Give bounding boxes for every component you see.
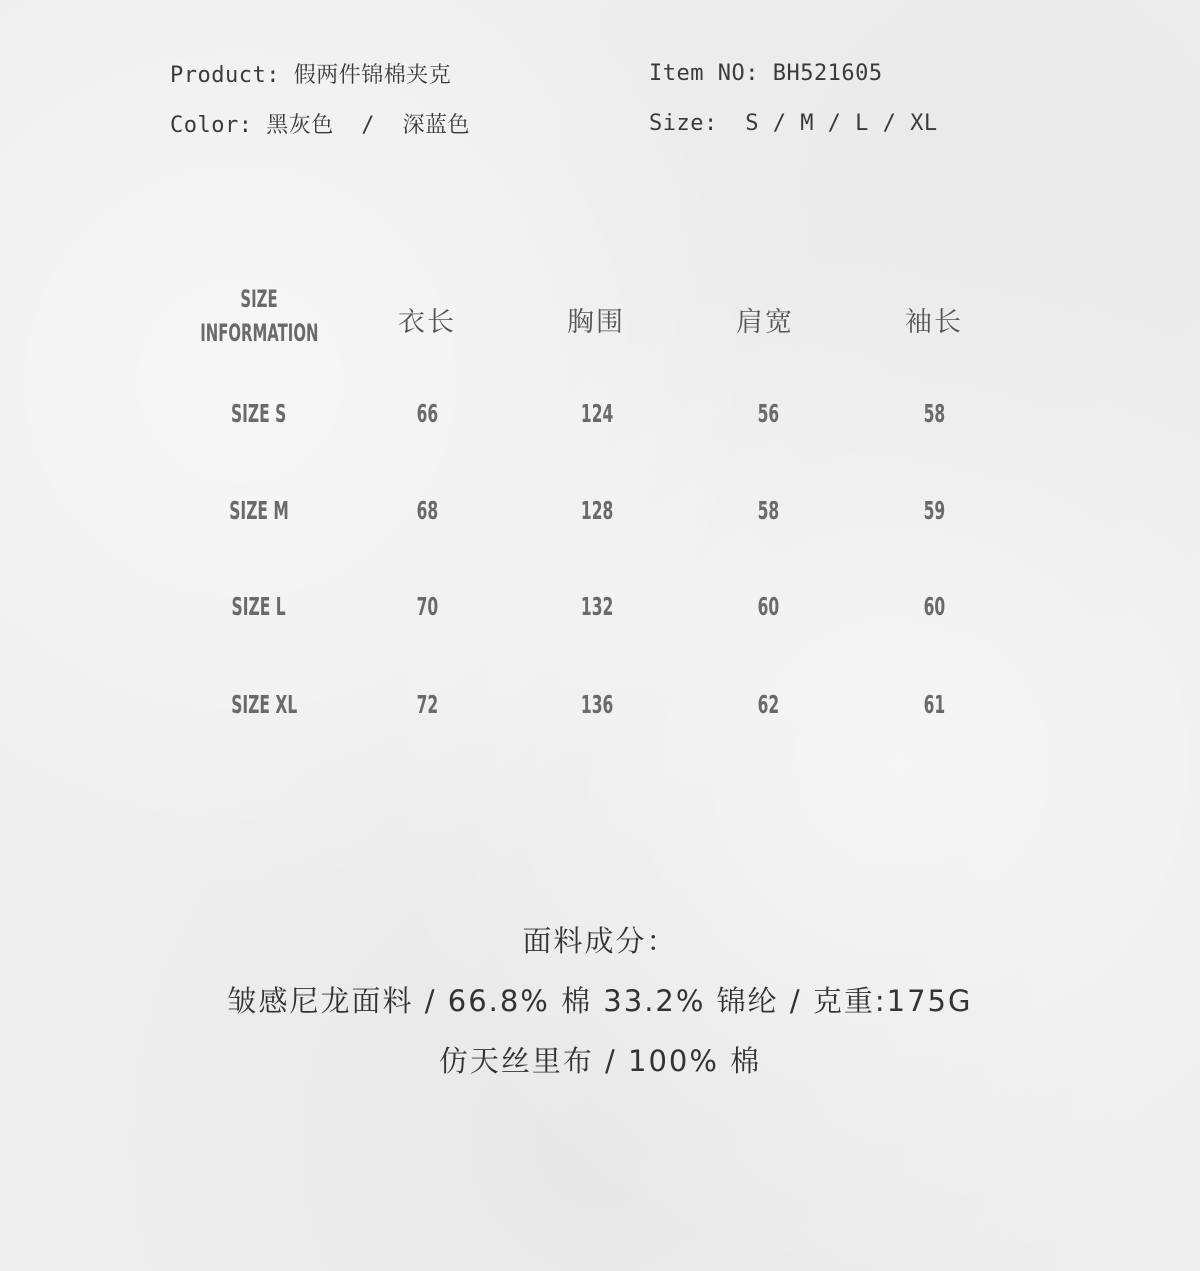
table-cell: 59: [923, 496, 945, 525]
column-header-chest: 胸围: [567, 307, 625, 338]
table-cell: 60: [757, 592, 779, 621]
information-label: INFORMATION: [199, 319, 319, 347]
size-label: SIZE: [240, 285, 278, 313]
item-number: Item NO: BH521605: [649, 61, 883, 86]
product-colors: Color: 黑灰色 / 深蓝色: [170, 113, 470, 138]
fabric-title: 面料成分：: [522, 924, 678, 958]
table-cell: 58: [757, 496, 779, 525]
column-header-length: 衣长: [398, 307, 456, 338]
table-cell: 60: [923, 592, 945, 621]
fabric-shell: 皱感尼龙面料 / 66.8% 棉 33.2% 锦纶 / 克重:175G: [227, 984, 973, 1018]
table-cell: 56: [757, 399, 779, 428]
table-cell: 124: [580, 399, 614, 428]
available-sizes: Size: S / M / L / XL: [649, 111, 938, 136]
fabric-lining: 仿天丝里布 / 100% 棉: [438, 1044, 762, 1078]
row-label: SIZE M: [229, 496, 289, 525]
table-cell: 68: [416, 496, 438, 525]
column-header-sleeve: 袖长: [905, 307, 963, 338]
row-label: SIZE L: [231, 592, 287, 621]
table-cell: 58: [923, 399, 945, 428]
column-header-shoulder: 肩宽: [736, 307, 794, 338]
table-cell: 136: [580, 690, 614, 719]
row-label: SIZE XL: [231, 690, 297, 719]
table-cell: 62: [757, 690, 779, 719]
table-cell: 61: [923, 690, 945, 719]
product-name: Product: 假两件锦棉夹克: [170, 63, 452, 88]
table-cell: 72: [416, 690, 438, 719]
table-cell: 66: [416, 399, 438, 428]
table-cell: 128: [580, 496, 614, 525]
table-cell: 132: [580, 592, 614, 621]
table-cell: 70: [416, 592, 438, 621]
row-label: SIZE S: [231, 399, 287, 428]
